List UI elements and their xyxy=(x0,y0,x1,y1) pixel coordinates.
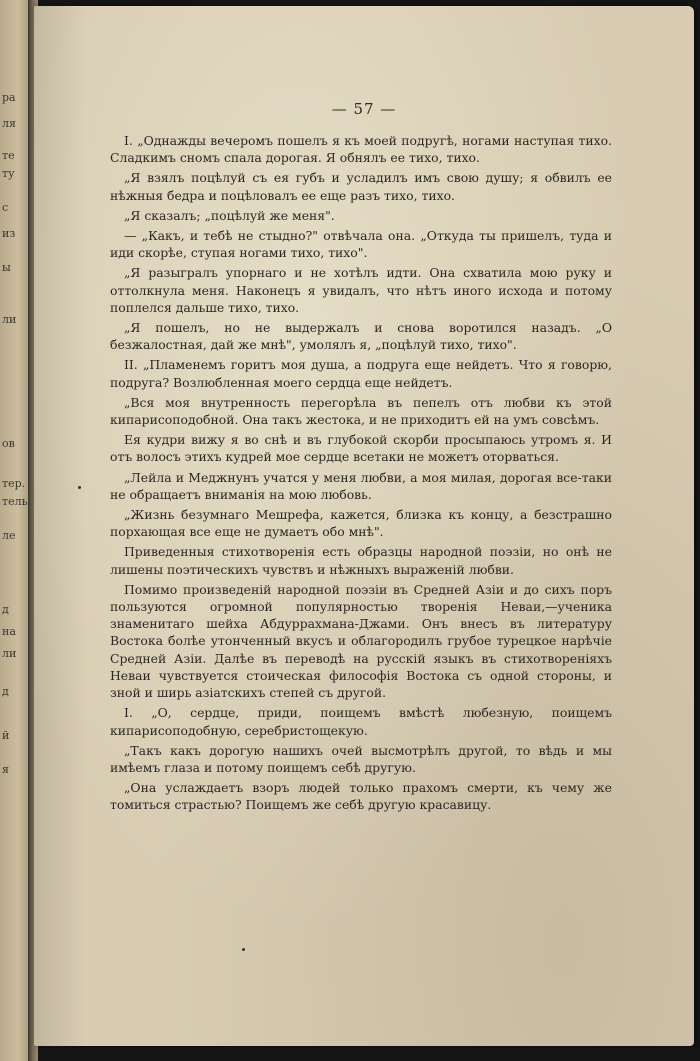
paragraph: „Я сказалъ; „поцѣлуй же меня". xyxy=(124,207,335,223)
paragraph: „Я взялъ поцѣлуй съ ея губъ и усладилъ имъ свою душу; я обвилъ ее нѣжныя бедра и поцѣловалъ ее еще разъ тихо, тихо. xyxy=(110,170,612,203)
left-page-fragment: я xyxy=(2,763,9,776)
paragraph: „Жизнь безумнаго Мешрефа, кажется, близка къ концу, а безстрашно порхающая все еще не думаетъ обо мнѣ". xyxy=(110,507,612,540)
left-page-fragment: на xyxy=(2,625,16,638)
paragraph: „Я разыгралъ упорнаго и не хотѣлъ идти. Она схватила мою руку и оттолкнула меня. Наконецъ я увидалъ, что нѣтъ иного исхода и потому поплелся дальше тихо, тихо. xyxy=(110,265,612,315)
paragraph: I. „Однажды вечеромъ пошелъ я къ моей подругѣ, ногами наступая тихо. Сладкимъ сномъ спала дорогая. Я обнялъ ее тихо, тихо. xyxy=(110,133,612,166)
paragraph: „Я пошелъ, но не выдержалъ и снова воротился назадъ. „О безжалостная, дай же мнѣ", умолялъ я, „поцѣлуй тихо, тихо". xyxy=(110,320,612,353)
paragraph: Приведенныя стихотворенія есть образцы народной поэзіи, но онѣ не лишены поэтическихъ чувствъ и нѣжныхъ выраженій любви. xyxy=(110,544,612,577)
ink-speck xyxy=(242,948,245,951)
left-page-fragment: ы xyxy=(2,261,11,274)
left-page-fragment: ра xyxy=(2,91,16,104)
paragraph: „Она услаждаетъ взоръ людей только прахомъ смерти, къ чему же томиться страстью? Поищемъ же себѣ другую красавицу. xyxy=(110,780,612,813)
left-page-fragment: ле xyxy=(2,529,16,542)
paragraph: „Лейла и Меджнунъ учатся у меня любви, а моя милая, дорогая все-таки не обращаетъ вниманія на мою любовь. xyxy=(110,469,612,502)
paragraph: Помимо произведеній народной поэзіи въ Средней Азіи и до сихъ поръ пользуются огромной популярностью творенія Неваи,—ученика знаменитаго шейха Абдуррахмана-Джами. Онъ внесъ въ литературу Востока болѣе утонченный вкусъ и облагородилъ грубое турецкое нарѣчіе Средней Азіи. Далѣе въ переводѣ на русскій языкъ въ стихотвореніяхъ Неваи чувствуется стоическая философія Востока съ одной стороны, и зной и ширь азіатскихъ степей съ другой. xyxy=(110,581,612,701)
left-page-fragment: ли xyxy=(2,647,17,660)
left-page-fragment: тер. xyxy=(2,477,26,490)
book-page xyxy=(34,6,694,1046)
paragraph: — „Какъ, и тебѣ не стыдно?" отвѣчала она. „Откуда ты пришелъ, туда и иди скорѣе, ступая ногами тихо, тихо". xyxy=(110,228,612,261)
left-page-fragment: й xyxy=(2,729,10,742)
left-page-fragment: из xyxy=(2,227,16,240)
page-text xyxy=(110,132,612,814)
left-page-fragment: ля xyxy=(2,117,16,130)
left-page-fragment: ов xyxy=(2,437,15,450)
left-page-fragment: д xyxy=(2,685,9,698)
left-page-fragment: тель xyxy=(2,495,28,508)
paragraph: „Вся моя внутренность перегорѣла въ пепелъ отъ любви къ этой кипарисоподобной. Она такъ жестока, и не приходитъ ей на умъ совсѣмъ. xyxy=(110,394,612,428)
left-page-edge xyxy=(0,0,30,1061)
ink-speck xyxy=(78,486,81,489)
paragraph: Ея кудри вижу я во снѣ и въ глубокой скорби просыпаюсь утромъ я. И отъ волосъ этихъ кудрей мое сердце всетаки не можетъ оторваться. xyxy=(110,432,612,465)
left-page-fragment: с xyxy=(2,201,9,214)
paragraph: „Такъ какъ дорогую нашихъ очей высмотрѣлъ другой, то вѣдь и мы имѣемъ глаза и потому поищемъ себѣ другую. xyxy=(110,742,612,775)
left-page-fragment: д xyxy=(2,603,9,616)
left-page-fragment: ту xyxy=(2,167,15,180)
paragraph: II. „Пламенемъ горитъ моя душа, а подруга еще нейдетъ. Что я говорю, подруга? Возлюбленная моего сердца еще нейдетъ. xyxy=(110,357,612,390)
left-page-fragment: ли xyxy=(2,313,17,326)
left-page-fragment: те xyxy=(2,149,15,162)
paragraph: I. „О, сердце, приди, поищемъ вмѣстѣ любезную, поищемъ кипарисоподобную, серебристощекую. xyxy=(110,705,612,738)
page-number: — 57 — xyxy=(331,100,397,118)
